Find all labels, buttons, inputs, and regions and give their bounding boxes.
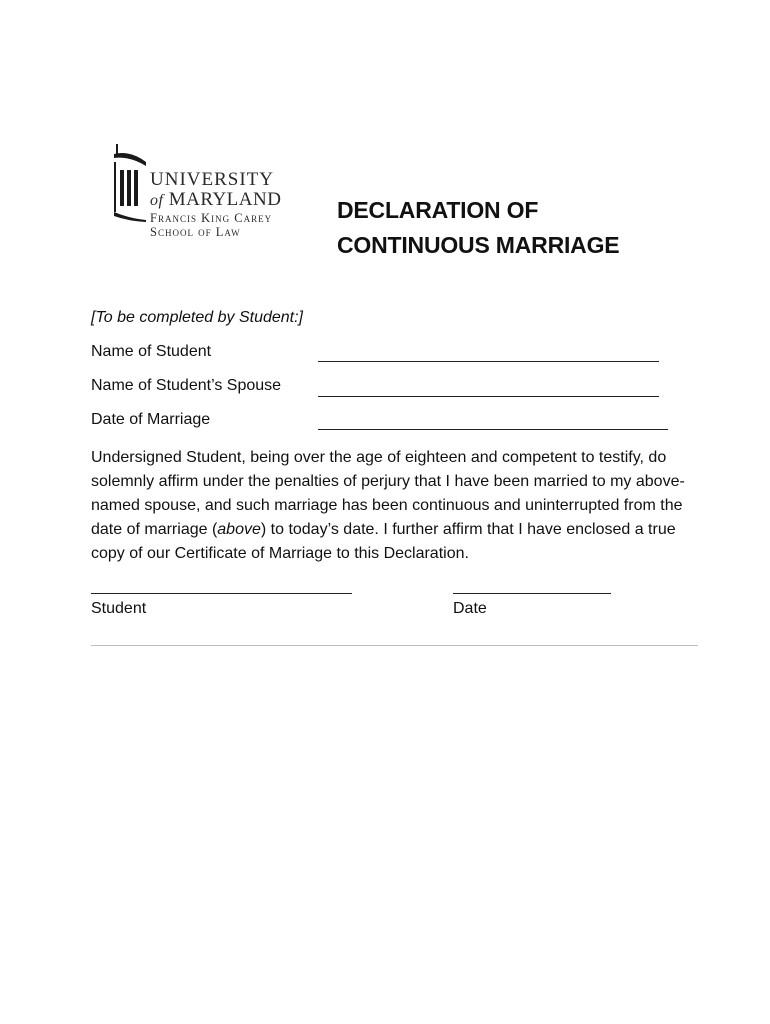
student-name-field[interactable] [318, 361, 659, 362]
spouse-name-field[interactable] [318, 396, 659, 397]
marriage-date-field[interactable] [318, 429, 668, 430]
instruction-text: [To be completed by Student:] [91, 309, 303, 326]
university-logo [112, 142, 322, 239]
signature-date-line[interactable] [453, 593, 611, 594]
signature-date-label: Date [453, 600, 487, 617]
declaration-text-part-1: Undersigned Student, being over the age of eighteen and competent to testify, do solemnly affirm under the penalties of perjury that I have been married to my above-named spouse, and such marriage has been continuous and uninterrupted from the date of marriage ( [91, 449, 685, 538]
student-signature-line[interactable] [91, 593, 352, 594]
logo-university-text: UNIVERSITY [150, 169, 274, 190]
document-title [337, 193, 619, 263]
declaration-paragraph [91, 446, 691, 566]
student-signature-label: Student [91, 600, 147, 617]
logo-maryland-word: MARYLAND [163, 189, 282, 210]
logo-wordmark [150, 170, 281, 238]
bottom-divider [91, 645, 698, 646]
declaration-emphasis: above [217, 521, 261, 538]
marriage-date-label: Date of Marriage [91, 411, 211, 428]
logo-school-name-text: Francis King Carey [150, 211, 273, 225]
student-name-label: Name of Student [91, 343, 212, 360]
declaration-text-part-2: ) to today’s date. I further affirm that I have enclosed a true copy of our Certificate of Marriage to this Declaration. [91, 521, 676, 562]
building-columns-icon [112, 142, 152, 226]
spouse-name-label: Name of Student’s Spouse [91, 377, 282, 394]
title-line-1: DECLARATION OF [337, 197, 539, 223]
title-line-2: CONTINUOUS MARRIAGE [337, 232, 620, 258]
logo-maryland-text [150, 190, 281, 209]
logo-of-text: of [150, 192, 164, 209]
logo-school-of-law-text: School of Law [150, 224, 241, 239]
